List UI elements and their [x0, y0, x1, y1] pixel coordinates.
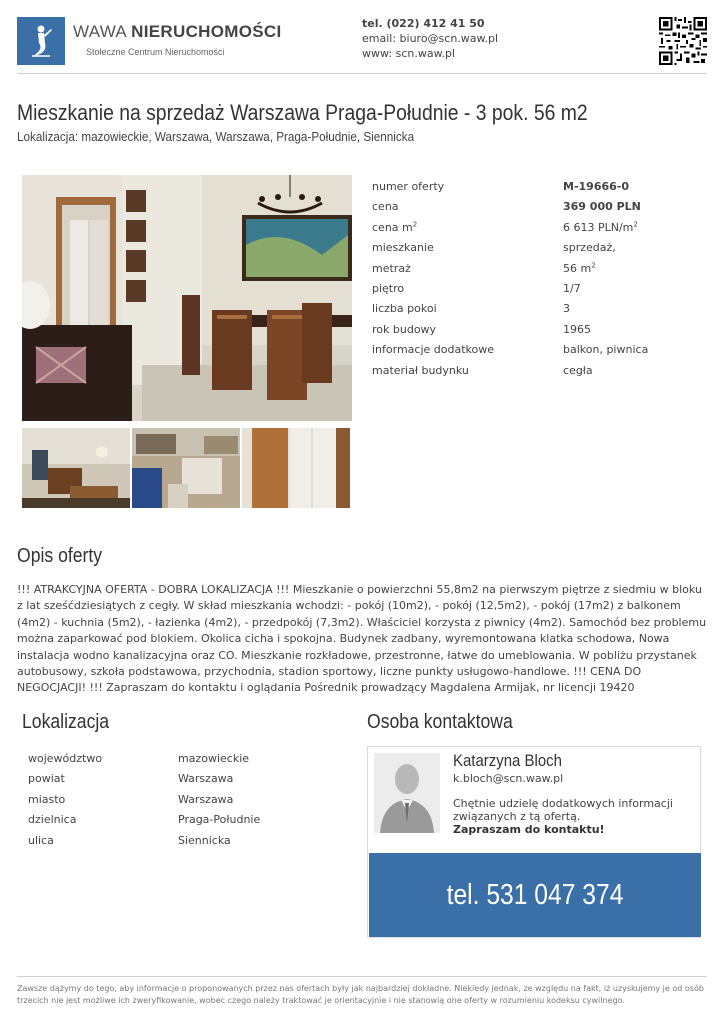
location-row — [28, 770, 328, 790]
contact-name: Katarzyna Bloch — [453, 751, 562, 770]
brand-name-light: WAWA — [73, 22, 132, 41]
location-table — [28, 750, 328, 852]
detail-value: cegła — [563, 363, 593, 377]
detail-value: M-19666-0 — [563, 180, 629, 193]
detail-row — [372, 219, 707, 239]
detail-label: liczba pokoi — [372, 302, 437, 316]
detail-value: 1/7 — [563, 281, 581, 295]
contact-message-text: Chętnie udzielę dodatkowych informacji związanych z tą ofertą. — [453, 797, 673, 823]
footer-disclaimer: Zawsze dążymy do tego, aby informacje o proponowanych przez nas ofertach były jak najbardziej dokładne. Niekiedy jednak, ze względu na fakt, iż uzyskujemy je od osób trzecich nie jest możliwe ich zweryfikowanie, wobec czego należy traktować je orientacyjnie i nie stanowią one oferty w rozumieniu kodeksu cywilnego. — [17, 984, 704, 1005]
footer-divider — [17, 976, 707, 977]
detail-label: cena $m^2$ — [372, 220, 418, 234]
detail-value: 369 000 PLN — [563, 200, 641, 214]
detail-row — [372, 321, 707, 341]
location-value: Siennicka — [178, 833, 231, 847]
detail-row — [372, 362, 707, 382]
qr-code-icon — [659, 17, 707, 65]
header-divider — [17, 73, 707, 74]
location-label: ulica — [28, 833, 54, 847]
detail-value: 3 — [563, 302, 570, 316]
contact-email[interactable]: k.bloch@scn.waw.pl — [453, 772, 564, 785]
detail-value: sprzedaż, — [563, 241, 616, 255]
detail-value: balkon, piwnica — [563, 343, 649, 357]
listing-title: Mieszkanie na sprzedaż Warszawa Praga-Południe - 3 pok. 56 m2 — [17, 100, 588, 125]
contact-card — [367, 746, 701, 938]
detail-label: rok budowy — [372, 322, 437, 336]
brand-name — [73, 22, 281, 42]
detail-row — [372, 341, 707, 361]
detail-label: cena — [372, 200, 399, 214]
contact-heading: Osoba kontaktowa — [367, 711, 513, 733]
office-website[interactable]: www: scn.waw.pl — [362, 47, 456, 60]
detail-value: 6 613 PLN/$m^2$ — [563, 220, 638, 234]
detail-value: 56 $m^2$ — [563, 260, 596, 275]
thumbnail-photo-1[interactable] — [22, 428, 130, 508]
detail-row — [372, 239, 707, 259]
main-photo[interactable] — [22, 175, 352, 421]
location-value: mazowieckie — [178, 752, 250, 765]
location-row — [28, 811, 328, 831]
detail-label: piętro — [372, 281, 405, 295]
detail-label: informacje dodatkowe — [372, 343, 495, 357]
location-row — [28, 832, 328, 852]
contact-phone[interactable]: tel. 531 047 374 — [446, 878, 624, 911]
location-label: województwo — [28, 752, 103, 765]
detail-label: metraż — [372, 261, 411, 275]
brand-subtitle: Stołeczne Centrum Nieruchomości — [86, 47, 225, 57]
location-row — [28, 791, 328, 811]
location-label: powiat — [28, 772, 65, 786]
location-value: Warszawa — [178, 792, 234, 806]
avatar — [374, 753, 440, 833]
detail-row — [372, 178, 707, 198]
location-heading: Lokalizacja — [22, 711, 110, 733]
description-text: !!! ATRAKCYJNA OFERTA - DOBRA LOKALIZACJA !!! Mieszkanie o powierzchni 55,8m2 na pierwszym piętrze z siedmiu w bloku z lat sześćdziesiątych z cegły. W skład mieszkania wchodzi: - pokój (10m2), - pokój (12,5m2), - pokój (17m2) z balkonem (4m2) - kuchnia (5m2), - łazienka (4m2), - przedpokój (7,3m2). Właściciel korzysta z piwnicy (4m2). Samochód bez problemu można zaparkować pod blokiem. Okolica cicha i spokojna. Budynek zadbany, wyremontowana klatka schodowa, Nowa instalacja wodno kanalizacyjna oraz CO. Mieszkanie rozkładowe, przestronne, łatwe do umeblowania. W pobliżu przystanek autobusowy, szkoła podstawowa, przychodnia, stadion sportowy, liczne punkty usługowo-handlowe. !!! CENA DO NEGOCJACJI! !!! Zapraszam do kontaktu i oglądania Pośrednik prowadzący Magdalena Armijak, nr licencji 19420 — [17, 583, 707, 695]
company-logo — [17, 17, 65, 65]
offer-details-table — [372, 178, 707, 382]
detail-label: materiał budynku — [372, 363, 469, 377]
mermaid-logo-icon — [26, 23, 56, 59]
detail-row — [372, 300, 707, 320]
thumbnail-photo-2[interactable] — [132, 428, 240, 508]
contact-phone-bar[interactable] — [369, 853, 701, 937]
detail-row — [372, 280, 707, 300]
location-value: Praga-Południe — [178, 813, 261, 827]
detail-label: numer oferty — [372, 180, 445, 193]
location-label: dzielnica — [28, 813, 77, 827]
detail-value: 1965 — [563, 322, 591, 336]
office-phone[interactable]: tel. (022) 412 41 50 — [362, 17, 485, 30]
contact-cta: Zapraszam do kontaktu! — [453, 823, 605, 836]
detail-row — [372, 260, 707, 280]
location-value: Warszawa — [178, 772, 234, 786]
listing-location-line: Lokalizacja: mazowieckie, Warszawa, Warszawa, Praga-Południe, Siennicka — [17, 129, 415, 144]
brand-name-bold: NIERUCHOMOŚCI — [131, 22, 282, 41]
detail-row — [372, 198, 707, 218]
detail-label: mieszkanie — [372, 241, 434, 255]
location-row — [28, 750, 328, 770]
contact-message — [453, 797, 693, 836]
office-email[interactable]: email: biuro@scn.waw.pl — [362, 32, 499, 45]
location-label: miasto — [28, 792, 66, 806]
description-heading: Opis oferty — [17, 545, 103, 567]
thumbnail-photo-3[interactable] — [242, 428, 350, 508]
